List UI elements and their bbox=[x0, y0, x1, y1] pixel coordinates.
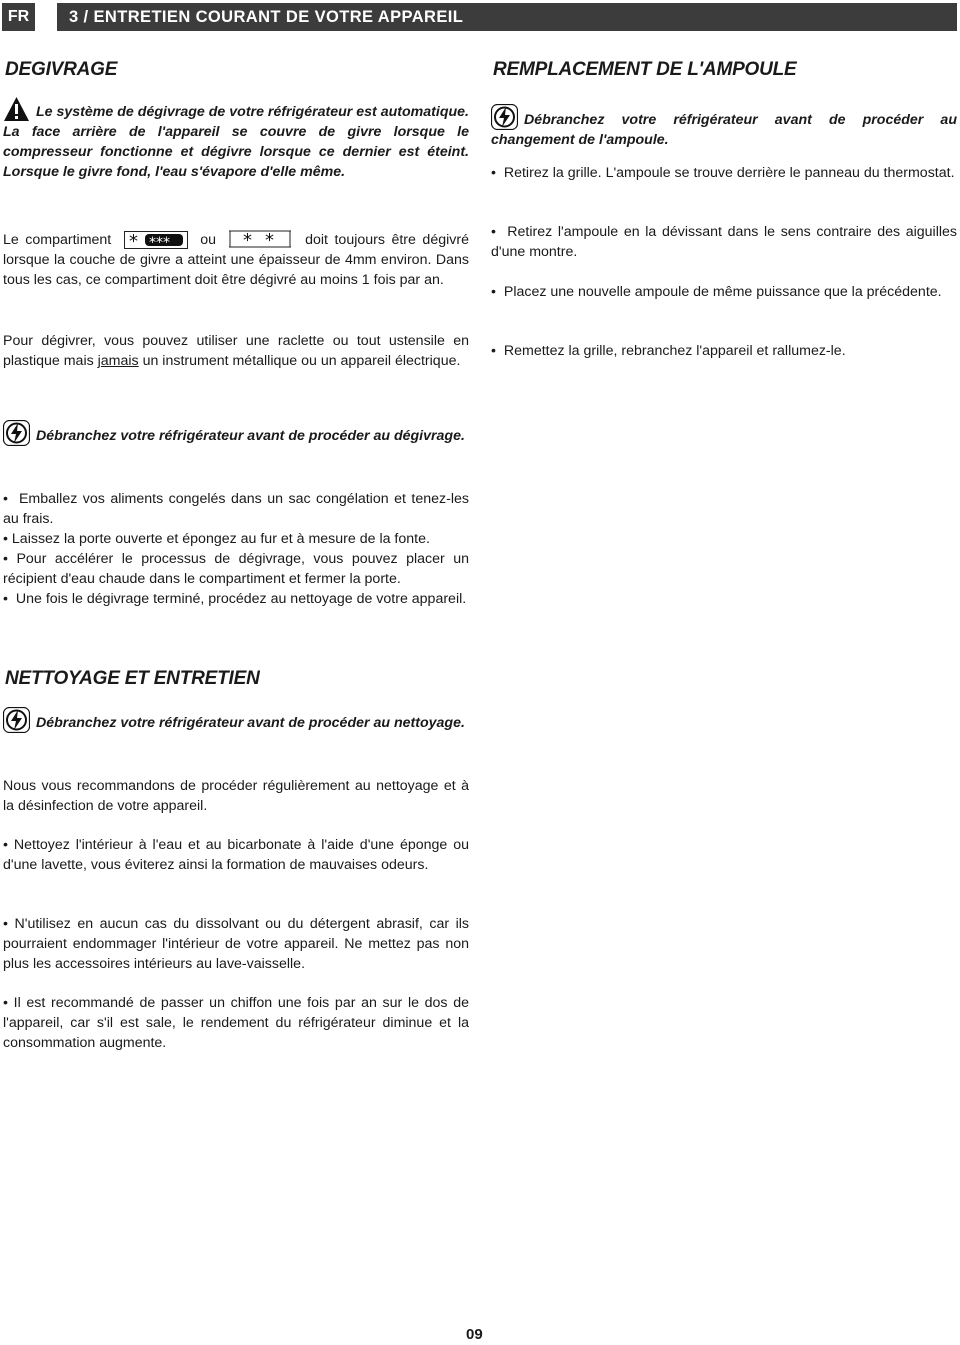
nettoyage-intro bbox=[3, 776, 469, 816]
unplug-lightning-icon bbox=[3, 420, 30, 446]
scraper-paragraph bbox=[3, 331, 469, 371]
step-text: Placez une nouvelle ampoule de même puissance que la précédente. bbox=[503, 284, 942, 300]
nettoyage-unplug-block bbox=[3, 707, 469, 733]
nettoyage-step-1 bbox=[3, 835, 469, 875]
nettoyage-step-3 bbox=[3, 993, 469, 1053]
list-item: • Une fois le dégivrage terminé, procédez au nettoyage de votre appareil. bbox=[3, 591, 467, 607]
nettoyage-intro-text: Nous vous recommandons de procéder régulièrement au nettoyage et à la désinfection de votre appareil. bbox=[3, 778, 469, 814]
step-text: Retirez la grille. L'ampoule se trouve derrière le panneau du thermostat. bbox=[503, 165, 955, 181]
compartment-paragraph bbox=[3, 230, 469, 290]
step-text: Il est recommandé de passer un chiffon une fois par an sur le dos de l'appareil, car s'il est sale, le rendement du réfrigérateur diminue et la consommation augmente. bbox=[3, 995, 469, 1051]
list-item: • N'utilisez en aucun cas du dissolvant ou du détergent abrasif, car ils pourraient endommager l'intérieur de votre appareil. Ne mettez pas non plus les accessoires intérieurs au lave-vaisselle. bbox=[3, 916, 469, 972]
ampoule-step-1 bbox=[491, 163, 957, 183]
step-text: Emballez vos aliments congelés dans un sac congélation et tenez-les au frais. bbox=[3, 491, 469, 527]
list-item: • Remettez la grille, rebranchez l'appareil et rallumez-le. bbox=[491, 343, 846, 359]
svg-text:*: * bbox=[264, 230, 274, 248]
step-text: Remettez la grille, rebranchez l'appareil et rallumez-le. bbox=[503, 343, 846, 359]
ampoule-unplug-text: Débranchez votre réfrigérateur avant de procéder au changement de l'ampoule. bbox=[491, 112, 957, 148]
ampoule-step-2 bbox=[491, 222, 957, 262]
degivrage-warning-text: Le système de dégivrage de votre réfrigérateur est automatique. La face arrière de l'appareil se couvre de givre lorsque le compresseur fonctionne et dégivre lorsque ce dernier est éteint. Lorsque le givre fond, l'eau s'évapore d'elle même. bbox=[3, 104, 469, 180]
list-item: • Il est recommandé de passer un chiffon une fois par an sur le dos de l'appareil, car s'il est sale, le rendement du réfrigérateur diminue et la consommation augmente. bbox=[3, 995, 469, 1051]
list-item: • Emballez vos aliments congelés dans un sac congélation et tenez-les au frais. bbox=[3, 491, 469, 527]
step-text: Une fois le dégivrage terminé, procédez au nettoyage de votre appareil. bbox=[15, 591, 467, 607]
svg-text:*: * bbox=[128, 232, 138, 248]
ampoule-heading: REMPLACEMENT DE L'AMPOULE bbox=[493, 59, 797, 80]
freezer-two-star-icon bbox=[229, 230, 293, 248]
degivrage-heading: DEGIVRAGE bbox=[5, 59, 118, 80]
unplug-lightning-icon bbox=[491, 104, 518, 130]
list-item: • Retirez l'ampoule en la dévissant dans le sens contraire des aiguilles d'une montre. bbox=[491, 224, 957, 260]
list-item: • Retirez la grille. L'ampoule se trouve derrière le panneau du thermostat. bbox=[491, 165, 955, 181]
scraper-text-underlined: jamais bbox=[97, 353, 139, 369]
ampoule-unplug-block bbox=[491, 104, 957, 150]
ampoule-step-3 bbox=[491, 282, 957, 302]
degivrage-unplug-text: Débranchez votre réfrigérateur avant de procéder au dégivrage. bbox=[36, 428, 465, 444]
degivrage-warning-block bbox=[3, 96, 469, 182]
step-text: Laissez la porte ouverte et épongez au fur et à mesure de la fonte. bbox=[11, 531, 430, 547]
degivrage-steps bbox=[3, 489, 469, 609]
nettoyage-step-2 bbox=[3, 914, 469, 974]
degivrage-unplug-block bbox=[3, 420, 469, 446]
nettoyage-unplug-text: Débranchez votre réfrigérateur avant de procéder au nettoyage. bbox=[36, 715, 465, 731]
compartment-text-before: Le compartiment bbox=[3, 232, 112, 248]
unplug-lightning-icon bbox=[3, 707, 30, 733]
list-item: • Pour accélérer le processus de dégivrage, vous pouvez placer un récipient d'eau chaude dans le compartiment et fermer la porte. bbox=[3, 551, 469, 587]
ampoule-step-4 bbox=[491, 341, 957, 361]
page-number: 09 bbox=[466, 1326, 483, 1343]
list-item: • Nettoyez l'intérieur à l'eau et au bicarbonate à l'aide d'une éponge ou d'une lavette, vous éviterez ainsi la formation de mauvaises odeurs. bbox=[3, 837, 469, 873]
section-title: 3 / ENTRETIEN COURANT DE VOTRE APPAREIL bbox=[57, 3, 957, 31]
list-item: • Placez une nouvelle ampoule de même puissance que la précédente. bbox=[491, 284, 942, 300]
step-text: Nettoyez l'intérieur à l'eau et au bicarbonate à l'aide d'une éponge ou d'une lavette, vous éviterez ainsi la formation de mauvaises odeurs. bbox=[3, 837, 469, 873]
scraper-text-before: Pour dégivrer, vous pouvez utiliser une raclette ou tout ustensile en plastique mais bbox=[3, 333, 469, 369]
list-item: • Laissez la porte ouverte et épongez au fur et à mesure de la fonte. bbox=[3, 531, 430, 547]
compartment-text-or: ou bbox=[200, 232, 217, 248]
step-text: Retirez l'ampoule en la dévissant dans le sens contraire des aiguilles d'une montre. bbox=[491, 224, 957, 260]
nettoyage-heading: NETTOYAGE ET ENTRETIEN bbox=[5, 668, 260, 689]
svg-text:*: * bbox=[242, 230, 252, 248]
language-tab: FR bbox=[2, 3, 35, 31]
svg-text:***: *** bbox=[148, 235, 170, 248]
scraper-text-after: un instrument métallique ou un appareil électrique. bbox=[138, 353, 461, 369]
step-text: N'utilisez en aucun cas du dissolvant ou du détergent abrasif, car ils pourraient endommager l'intérieur de votre appareil. Ne mettez pas non plus les accessoires intérieurs au lave-vaisselle. bbox=[3, 916, 469, 972]
step-text: Pour accélérer le processus de dégivrage, vous pouvez placer un récipient d'eau chaude dans le compartiment et fermer la porte. bbox=[3, 551, 469, 587]
warning-triangle-icon bbox=[3, 96, 30, 122]
freezer-four-star-icon bbox=[124, 231, 188, 249]
compartment-text-after: doit toujours être dégivré lorsque la couche de givre a atteint une épaisseur de 4mm environ. Dans tous les cas, ce compartiment doit être dégivré au moins 1 fois par an. bbox=[3, 232, 469, 288]
